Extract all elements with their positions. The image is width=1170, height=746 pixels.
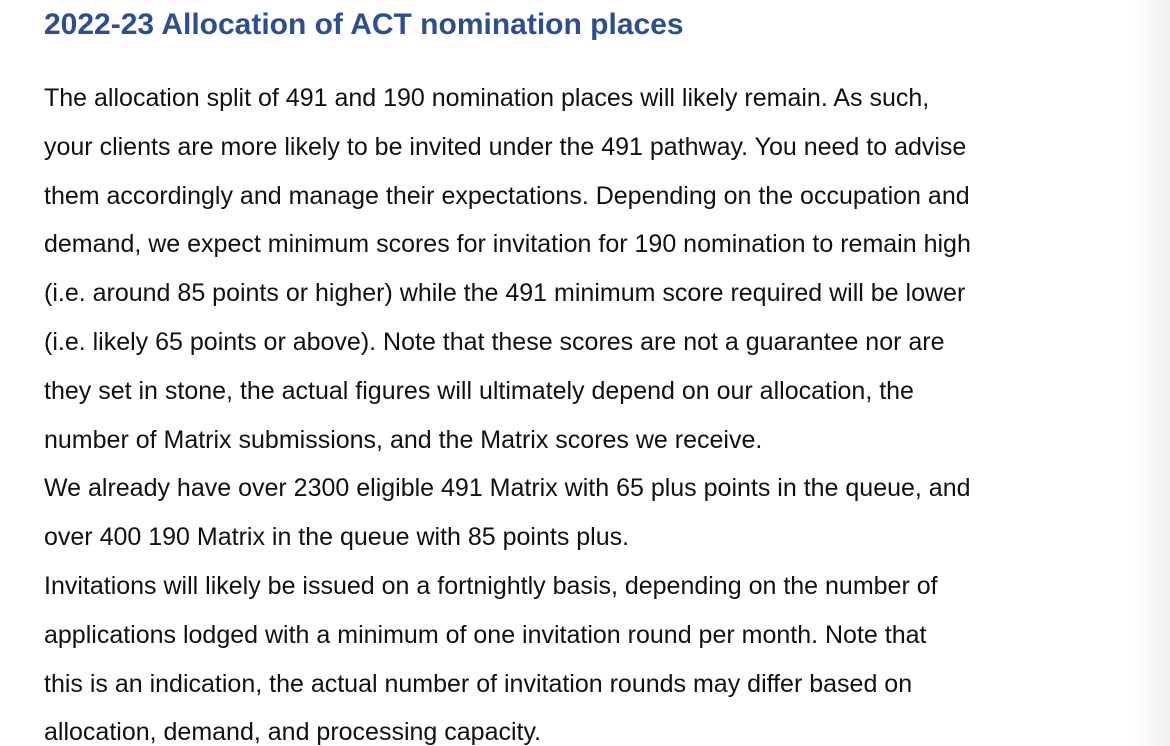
paragraph-line: they set in stone, the actual figures will ultimately depend on our allocation, the	[44, 376, 914, 405]
allocation-paragraph	[44, 74, 1144, 464]
paragraph-line: applications lodged with a minimum of one invitation round per month. Note that	[44, 620, 927, 649]
paragraph-line: Invitations will likely be issued on a fortnightly basis, depending on the number of	[44, 571, 938, 600]
paragraph-line: them accordingly and manage their expectations. Depending on the occupation and	[44, 181, 970, 210]
paragraph-line: demand, we expect minimum scores for invitation for 190 nomination to remain high	[44, 230, 971, 259]
paragraph-line: this is an indication, the actual number of invitation rounds may differ based on	[44, 669, 913, 698]
paragraph-line: We already have over 2300 eligible 491 Matrix with 65 plus points in the queue, and	[44, 474, 971, 503]
invitation-paragraph	[44, 562, 1144, 746]
paragraph-line: allocation, demand, and processing capacity.	[44, 718, 542, 746]
article-content	[44, 4, 1144, 746]
paragraph-line: number of Matrix submissions, and the Matrix scores we receive.	[44, 425, 763, 454]
paragraph-line: over 400 190 Matrix in the queue with 85 points plus.	[44, 523, 630, 552]
paragraph-line: (i.e. likely 65 points or above). Note that these scores are not a guarantee nor are	[44, 327, 945, 356]
paragraph-line: your clients are more likely to be invited under the 491 pathway. You need to advise	[44, 132, 967, 161]
paragraph-line: The allocation split of 491 and 190 nomination places will likely remain. As such,	[44, 84, 930, 112]
paragraph-line: (i.e. around 85 points or higher) while the 491 minimum score required will be lower	[44, 279, 966, 308]
section-heading: 2022-23 Allocation of ACT nomination places	[44, 8, 684, 41]
queue-paragraph	[44, 464, 1144, 562]
